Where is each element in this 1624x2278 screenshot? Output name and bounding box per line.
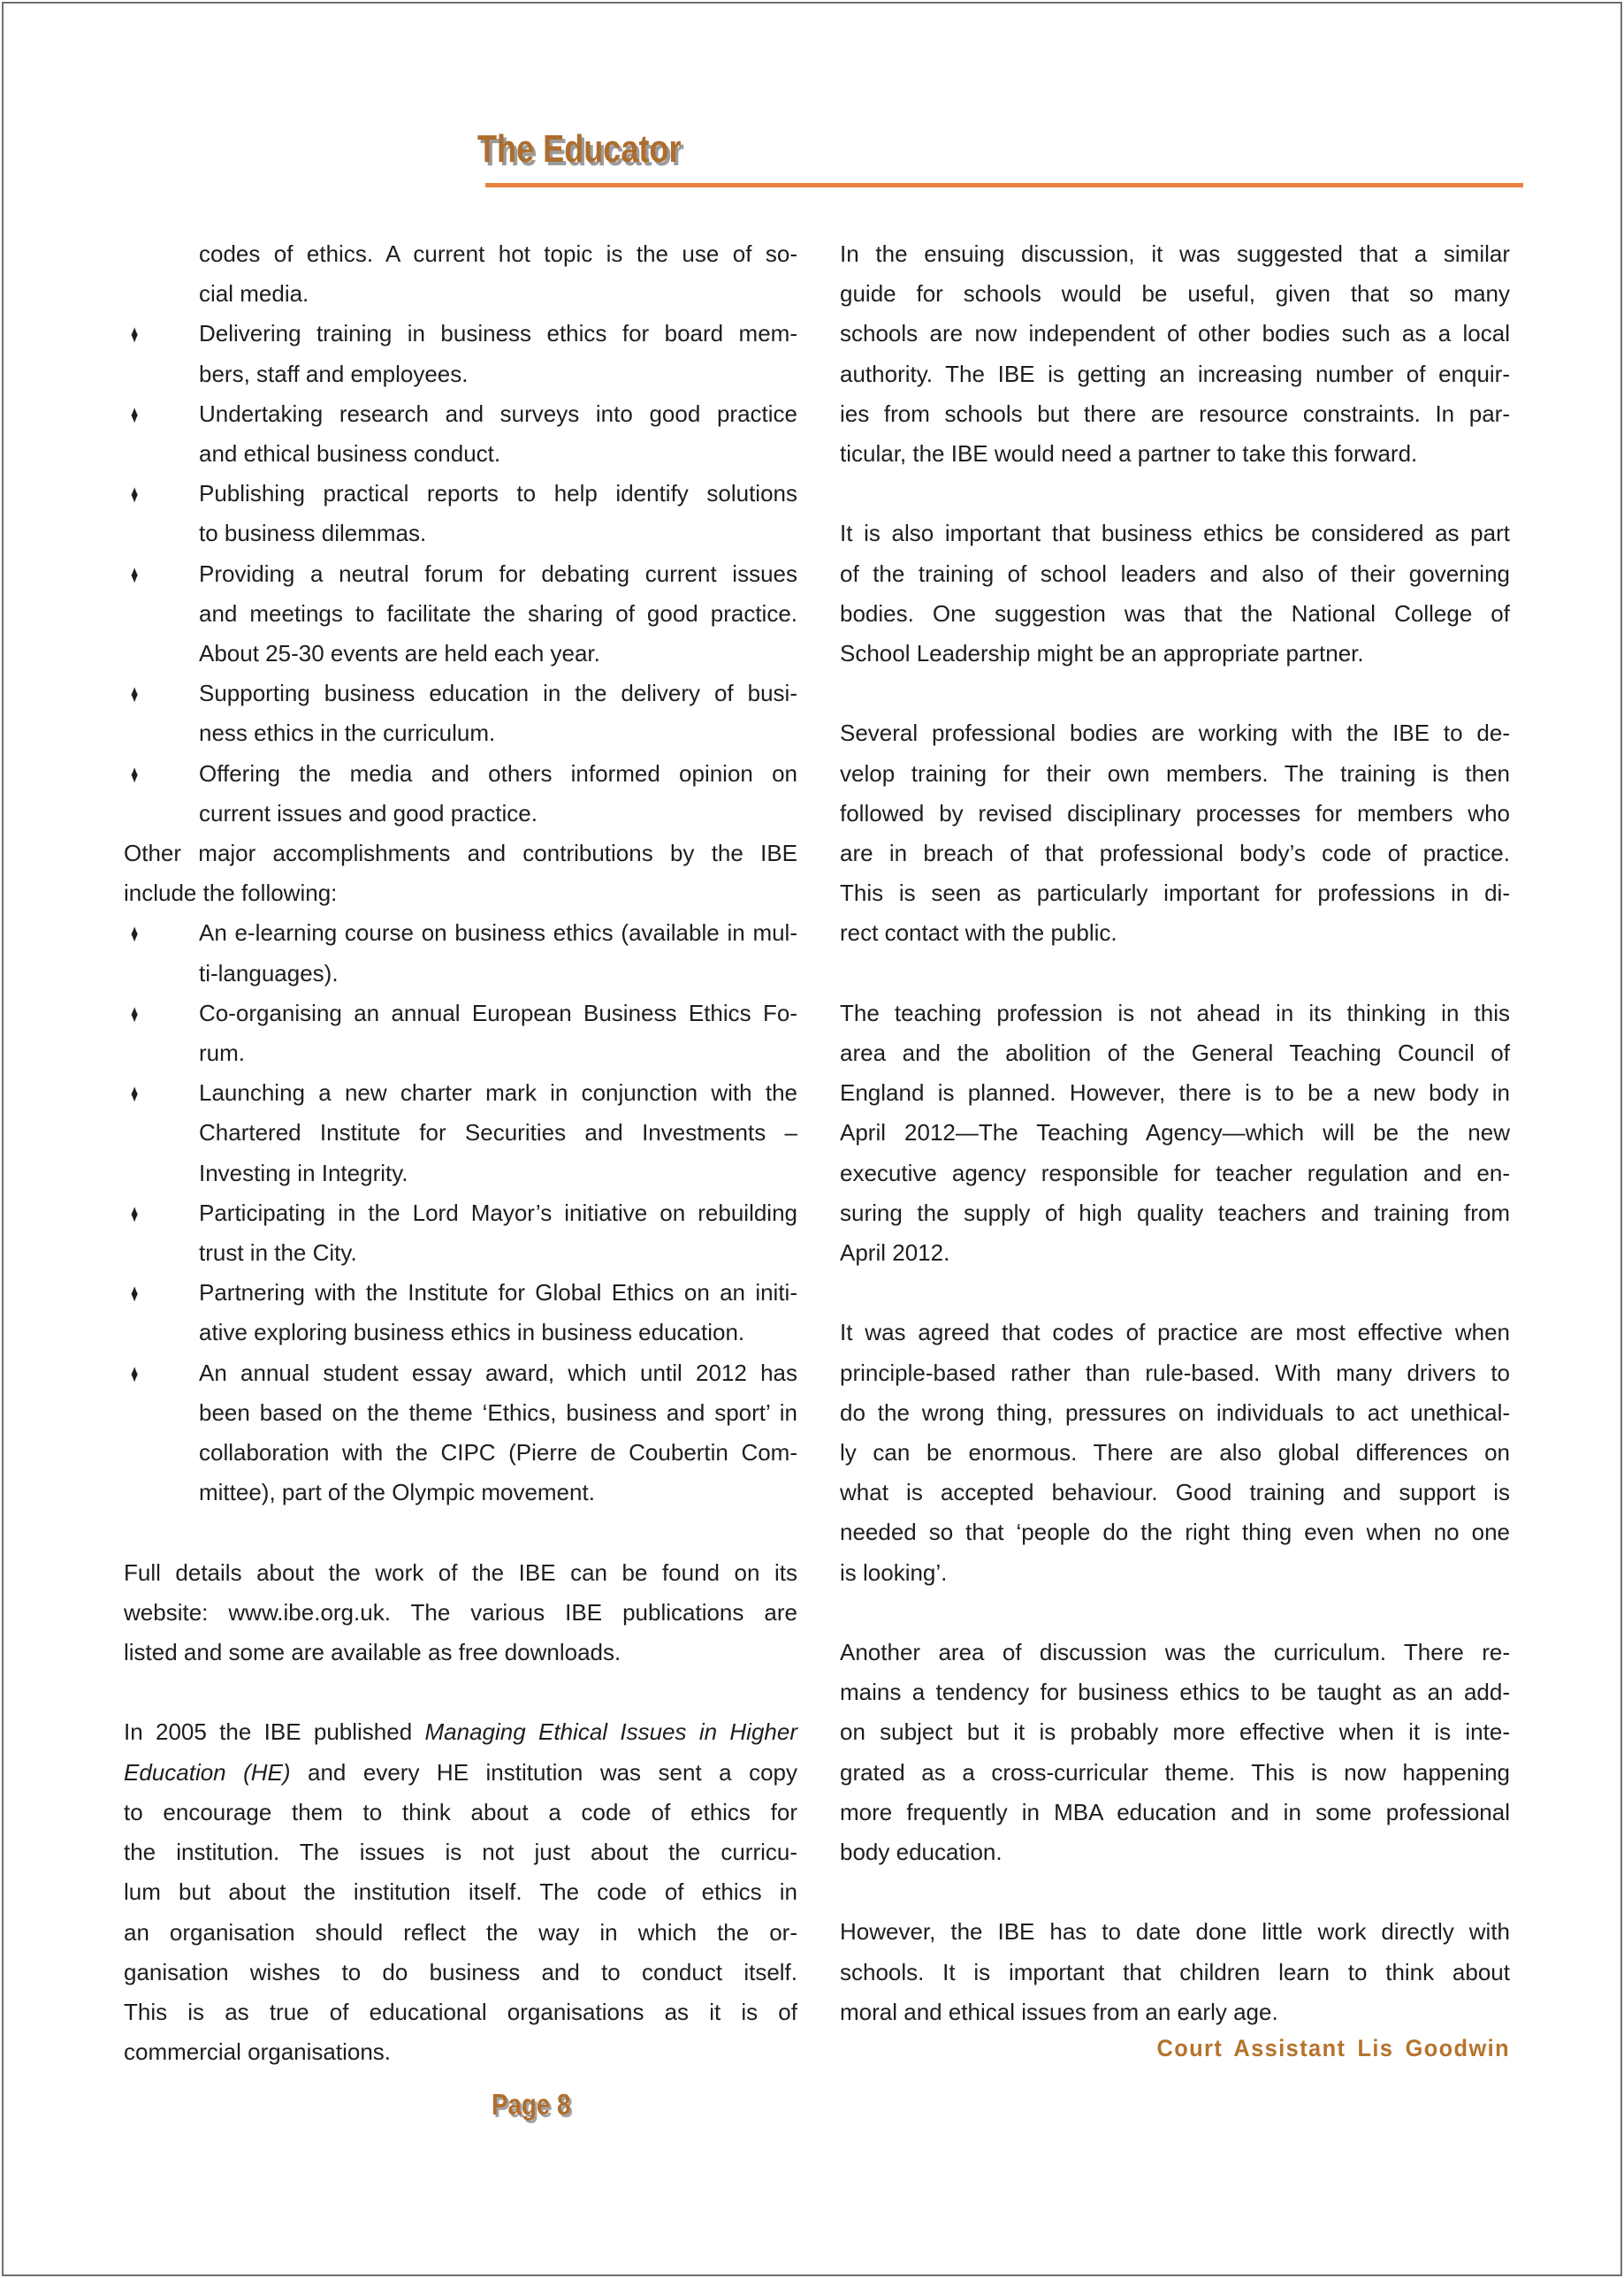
header-rule (485, 183, 1523, 187)
bullet-diamond-icon: ♦ (131, 680, 139, 708)
text-line: This is seen as particularly important for professions in di- (840, 880, 1510, 907)
text-line: It is also important that business ethics be considered as part (840, 520, 1510, 547)
text-line: needed so that ‘people do the right thing even when no one (840, 1519, 1510, 1546)
text-line: been based on the theme ‘Ethics, business and sport’ in (199, 1398, 797, 1426)
bullet-diamond-icon: ♦ (131, 560, 139, 588)
text-line: April 2012. (840, 1239, 950, 1267)
text-line: An e-learning course on business ethics (available in mul- (199, 919, 797, 947)
text-line: An annual student essay award, which until 2012 has (199, 1359, 797, 1386)
text-line: Other major accomplishments and contributions by the IBE (124, 840, 797, 867)
text-line: Publishing practical reports to help identify solutions (199, 480, 797, 507)
page-number: Page 8 (492, 2088, 571, 2121)
text-line: ganisation wishes to do business and to conduct itself. (124, 1958, 797, 1985)
text-line: April 2012—The Teaching Agency—which will be the new (840, 1119, 1510, 1147)
bullet-item (124, 554, 797, 674)
text-line: Providing a neutral forum for debating current issues (199, 560, 797, 587)
text-line: to business dilemmas. (199, 520, 427, 547)
text-line: principle-based rather than rule-based. With many drivers to (840, 1359, 1510, 1386)
right-column-blocks (840, 234, 1510, 2032)
text-line: It was agreed that codes of practice are most effective when (840, 1319, 1510, 1346)
byline: Court Assistant Lis Goodwin (1156, 2035, 1510, 2062)
text-line: cial media. (199, 280, 309, 308)
text-line: bers, staff and employees. (199, 360, 469, 387)
text-line: The teaching profession is not ahead in its thinking in this (840, 999, 1510, 1026)
paragraph (124, 1553, 797, 1673)
text-line: listed and some are available as free downloads. (124, 1639, 621, 1666)
paragraph-spacer (840, 954, 1510, 994)
right-column (840, 234, 1510, 2063)
bullet-diamond-icon: ♦ (131, 759, 139, 788)
text-line: schools are now independent of other bodies such as a local (840, 320, 1510, 347)
paragraph-spacer (840, 1872, 1510, 1912)
text-line: In the ensuing discussion, it was suggested that a similar (840, 240, 1510, 267)
paragraph-spacer (840, 674, 1510, 713)
text-line: executive agency responsible for teacher regulation and en- (840, 1159, 1510, 1186)
text-line: collaboration with the CIPC (Pierre de Coubertin Com- (199, 1439, 797, 1467)
text-line: current issues and good practice. (199, 799, 538, 827)
text-line: an organisation should reflect the way in which the or- (124, 1918, 797, 1946)
text-line: area and the abolition of the General Teaching Council of (840, 1040, 1510, 1067)
text-line: rum. (199, 1040, 245, 1067)
bullet-item (124, 994, 797, 1073)
text-line: ness ethics in the curriculum. (199, 720, 496, 747)
paragraph (840, 1313, 1510, 1592)
bullet-diamond-icon: ♦ (131, 919, 139, 948)
left-column (124, 234, 797, 2072)
text-line: School Leadership might be an appropriate partner. (840, 640, 1364, 667)
text-line: trust in the City. (199, 1239, 357, 1267)
bullet-diamond-icon: ♦ (131, 1359, 139, 1387)
paragraph-spacer (840, 1273, 1510, 1313)
text-line: codes of ethics. A current hot topic is the use of so- (199, 240, 797, 267)
text-line: to encourage them to think about a code of ethics for (124, 1798, 797, 1825)
bullet-diamond-icon: ♦ (131, 999, 139, 1027)
text-line: grated as a cross-curricular theme. This is now happening (840, 1758, 1510, 1786)
text-line: ly can be enormous. There are also global differences on (840, 1439, 1510, 1467)
text-line: Partnering with the Institute for Global Ethics on an initi- (199, 1279, 797, 1307)
paragraph-spacer (124, 1513, 797, 1553)
text-line: include the following: (124, 880, 338, 907)
text-line: This is as true of educational organisations as it is of (124, 1998, 797, 2025)
text-line: more frequently in MBA education and in some professional (840, 1798, 1510, 1825)
text-line: of the training of school leaders and also of their governing (840, 560, 1510, 587)
bullet-diamond-icon: ♦ (131, 400, 139, 428)
text-line: ies from schools but there are resource constraints. In par- (840, 400, 1510, 427)
bullet-item (124, 1193, 797, 1273)
bullet-diamond-icon: ♦ (131, 1199, 139, 1227)
text-line: About 25-30 events are held each year. (199, 640, 600, 667)
text-line: moral and ethical issues from an early age. (840, 1998, 1278, 2025)
bullet-diamond-icon: ♦ (131, 320, 139, 348)
bullet-diamond-icon: ♦ (131, 1079, 139, 1108)
text-line: Several professional bodies are working with the IBE to de- (840, 720, 1510, 747)
bullet-item (124, 674, 797, 753)
paragraph (840, 994, 1510, 1273)
bullet-item-continuation (124, 234, 797, 314)
text-line: are in breach of that professional body’s code of practice. (840, 840, 1510, 867)
newsletter-title: The Educator (477, 127, 682, 171)
text-line: Chartered Institute for Securities and Investments – (199, 1119, 797, 1147)
text-line (124, 1753, 797, 1793)
bullet-item (124, 1073, 797, 1193)
text-line: Co-organising an annual European Business Ethics Fo- (199, 999, 797, 1026)
text-segment: In 2005 the IBE published (124, 1718, 425, 1746)
paragraph (840, 234, 1510, 474)
text-line: guide for schools would be useful, given that so many (840, 280, 1510, 308)
text-line: what is accepted behaviour. Good training and support is (840, 1479, 1510, 1506)
paragraph-spacer (124, 1672, 797, 1712)
text-line: on subject but it is probably more effective when it is inte- (840, 1718, 1510, 1746)
bullet-diamond-icon: ♦ (131, 480, 139, 508)
bullet-item (124, 754, 797, 834)
text-line: rect contact with the public. (840, 919, 1117, 947)
bullet-item (124, 474, 797, 553)
text-line: ti-languages). (199, 959, 339, 987)
text-line: commercial organisations. (124, 2038, 392, 2066)
paragraph (840, 514, 1510, 674)
text-line: Delivering training in business ethics for board mem- (199, 320, 797, 347)
text-line: ticular, the IBE would need a partner to take this forward. (840, 440, 1418, 468)
text-line: England is planned. However, there is to be a new body in (840, 1079, 1510, 1107)
text-line: ative exploring business ethics in business education. (199, 1319, 745, 1346)
text-line: Undertaking research and surveys into good practice (199, 400, 797, 427)
paragraph (840, 713, 1510, 953)
bullet-diamond-icon: ♦ (131, 1279, 139, 1307)
italic-text-segment: Managing Ethical Issues in Higher (424, 1718, 797, 1746)
text-line: authority. The IBE is getting an increasing number of enquir- (840, 360, 1510, 387)
text-line: However, the IBE has to date done little work directly with (840, 1918, 1510, 1946)
text-line: mains a tendency for business ethics to be taught as an add- (840, 1679, 1510, 1706)
bullet-item (124, 394, 797, 474)
paragraph-spacer (840, 474, 1510, 514)
text-line: do the wrong thing, pressures on individuals to act unethical- (840, 1398, 1510, 1426)
paragraph (840, 1633, 1510, 1872)
bullet-item (124, 1353, 797, 1513)
text-line: and ethical business conduct. (199, 440, 501, 468)
text-line: Full details about the work of the IBE can be found on its (124, 1558, 797, 1586)
text-line: the institution. The issues is not just about the curricu- (124, 1839, 797, 1866)
paragraph (124, 1712, 797, 2072)
text-line: bodies. One suggestion was that the National College of (840, 599, 1510, 627)
text-line: Supporting business education in the delivery of busi- (199, 680, 797, 707)
text-line: suring the supply of high quality teachers and training from (840, 1199, 1510, 1226)
text-line: Launching a new charter mark in conjunction with the (199, 1079, 797, 1107)
paragraph (840, 1912, 1510, 2032)
text-line: website: www.ibe.org.uk. The various IBE publications are (124, 1598, 797, 1626)
italic-text-segment: Education (HE) (124, 1758, 291, 1786)
text-line: Investing in Integrity. (199, 1159, 408, 1186)
paragraph (124, 834, 797, 913)
text-line: body education. (840, 1839, 1003, 1866)
left-column-blocks (124, 234, 797, 2072)
text-line: is looking’. (840, 1558, 948, 1586)
text-line: schools. It is important that children learn to think about (840, 1958, 1510, 1985)
text-line: velop training for their own members. The training is then (840, 759, 1510, 787)
bullet-item (124, 314, 797, 393)
text-line: followed by revised disciplinary processes for members who (840, 799, 1510, 827)
bullet-item (124, 913, 797, 993)
paragraph-spacer (840, 1593, 1510, 1633)
text-line: Offering the media and others informed opinion on (199, 759, 797, 787)
text-line: lum but about the institution itself. The code of ethics in (124, 1878, 797, 1906)
bullet-item (124, 1273, 797, 1352)
text-line (124, 1712, 797, 1752)
text-segment: and every HE institution was sent a copy (290, 1758, 797, 1786)
text-line: and meetings to facilitate the sharing of good practice. (199, 599, 797, 627)
text-line: Participating in the Lord Mayor’s initiative on rebuilding (199, 1199, 797, 1226)
text-line: Another area of discussion was the curriculum. There re- (840, 1639, 1510, 1666)
text-line: mittee), part of the Olympic movement. (199, 1479, 595, 1506)
